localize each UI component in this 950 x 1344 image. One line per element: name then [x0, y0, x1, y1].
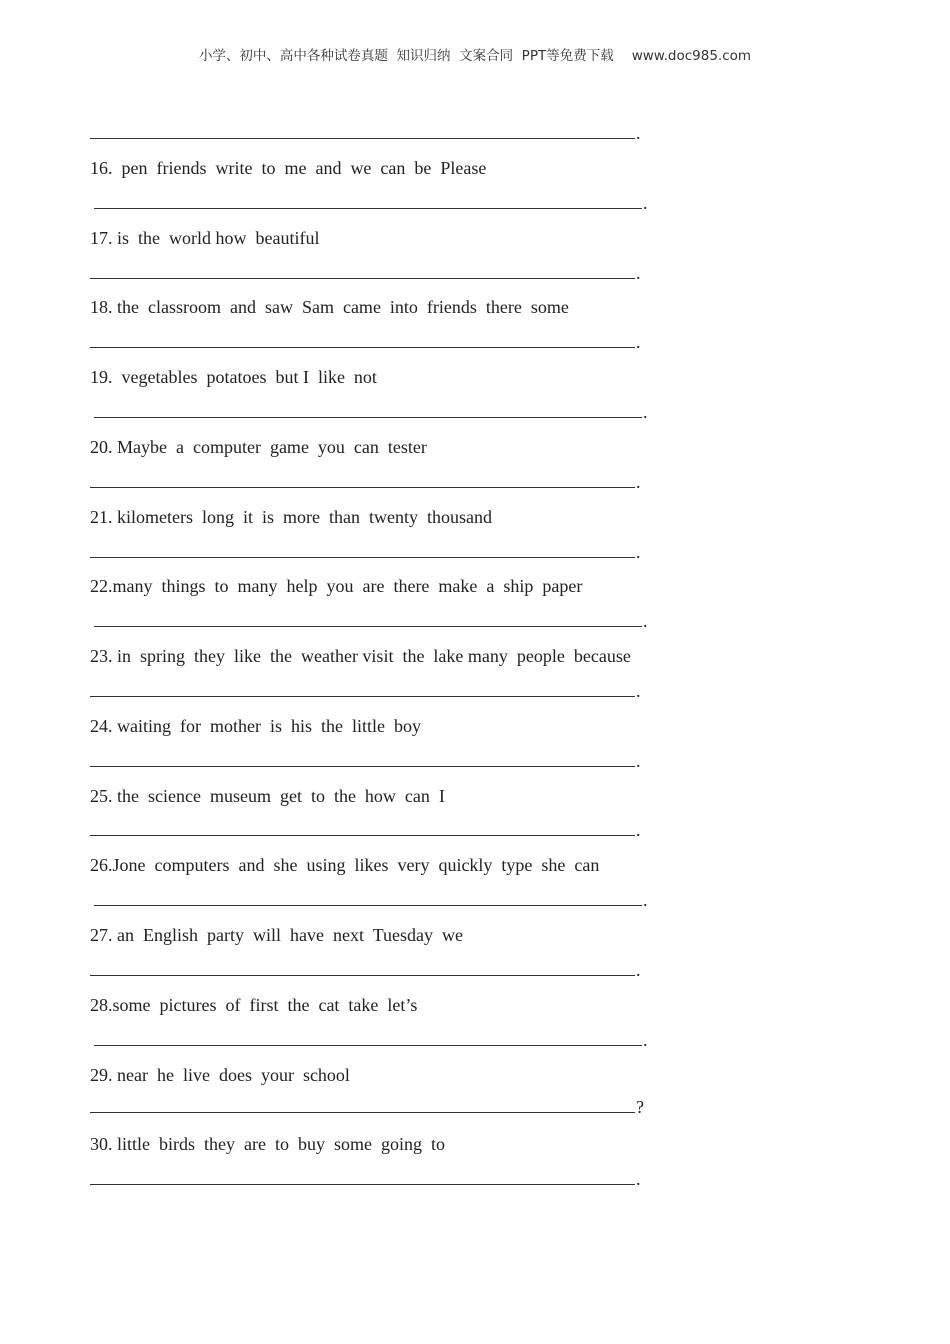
answer-blank[interactable] — [90, 544, 635, 558]
answer-blank[interactable] — [94, 613, 642, 627]
answer-punctuation: . — [636, 1169, 641, 1189]
answer-line-18[interactable] — [90, 333, 641, 351]
answer-punctuation: . — [636, 472, 641, 492]
answer-punctuation: . — [636, 820, 641, 840]
question-22: 22.many things to many help you are there make a ship paper — [90, 576, 583, 596]
question-29: 29. near he live does your school — [90, 1065, 350, 1085]
answer-punctuation: . — [636, 960, 641, 980]
answer-line-19[interactable] — [94, 403, 648, 421]
answer-punctuation: . — [643, 1030, 648, 1050]
page-header — [0, 44, 950, 64]
question-24: 24. waiting for mother is his the little boy — [90, 716, 421, 736]
answer-punctuation: . — [643, 193, 648, 213]
answer-blank[interactable] — [94, 1032, 642, 1046]
answer-line-23[interactable] — [90, 682, 641, 700]
answer-blank[interactable] — [94, 404, 642, 418]
answer-line-20[interactable] — [90, 473, 641, 491]
answer-blank[interactable] — [90, 753, 635, 767]
answer-line-22[interactable] — [94, 612, 648, 630]
answer-punctuation: . — [643, 402, 648, 422]
question-28: 28.some pictures of first the cat take let’s — [90, 995, 418, 1015]
answer-punctuation: . — [636, 332, 641, 352]
question-27: 27. an English party will have next Tuesday we — [90, 925, 463, 945]
question-20: 20. Maybe a computer game you can tester — [90, 437, 427, 457]
answer-line-17[interactable] — [90, 264, 641, 282]
question-30: 30. little birds they are to buy some going to — [90, 1134, 445, 1154]
answer-line-21[interactable] — [90, 543, 641, 561]
header-title: 小学、初中、高中各种试卷真题 知识归纳 文案合同 PPT等免费下载 — [198, 48, 614, 64]
answer-punctuation: . — [636, 542, 641, 562]
answer-blank[interactable] — [90, 822, 635, 836]
answer-blank[interactable] — [90, 334, 635, 348]
answer-blank[interactable] — [90, 1099, 635, 1113]
answer-line-28[interactable] — [94, 1031, 648, 1049]
answer-line-30[interactable] — [90, 1170, 641, 1188]
answer-punctuation: . — [636, 123, 641, 143]
answer-punctuation: . — [636, 263, 641, 283]
answer-line-26[interactable] — [94, 891, 648, 909]
answer-line-29[interactable] — [90, 1098, 644, 1116]
answer-blank[interactable] — [94, 892, 642, 906]
answer-punctuation: ? — [636, 1097, 644, 1117]
answer-line-15[interactable] — [90, 124, 641, 142]
answer-punctuation: . — [636, 681, 641, 701]
question-25: 25. the science museum get to the how can I — [90, 786, 445, 806]
answer-blank[interactable] — [90, 474, 635, 488]
answer-blank[interactable] — [90, 1171, 635, 1185]
answer-blank[interactable] — [90, 683, 635, 697]
answer-line-27[interactable] — [90, 961, 641, 979]
question-21: 21. kilometers long it is more than twenty thousand — [90, 507, 492, 527]
question-23: 23. in spring they like the weather visit the lake many people because — [90, 646, 631, 666]
question-26: 26.Jone computers and she using likes very quickly type she can — [90, 855, 600, 875]
answer-blank[interactable] — [94, 195, 642, 209]
answer-blank[interactable] — [90, 962, 635, 976]
question-16: 16. pen friends write to me and we can be Please — [90, 158, 487, 178]
answer-line-16[interactable] — [94, 194, 648, 212]
answer-punctuation: . — [643, 890, 648, 910]
answer-line-25[interactable] — [90, 821, 641, 839]
header-site-link[interactable]: www.doc985.com — [631, 48, 752, 64]
answer-punctuation: . — [643, 611, 648, 631]
answer-punctuation: . — [636, 751, 641, 771]
answer-line-24[interactable] — [90, 752, 641, 770]
question-18: 18. the classroom and saw Sam came into friends there some — [90, 297, 569, 317]
question-17: 17. is the world how beautiful — [90, 228, 320, 248]
question-19: 19. vegetables potatoes but I like not — [90, 367, 377, 387]
answer-blank[interactable] — [90, 265, 635, 279]
answer-blank[interactable] — [90, 125, 635, 139]
